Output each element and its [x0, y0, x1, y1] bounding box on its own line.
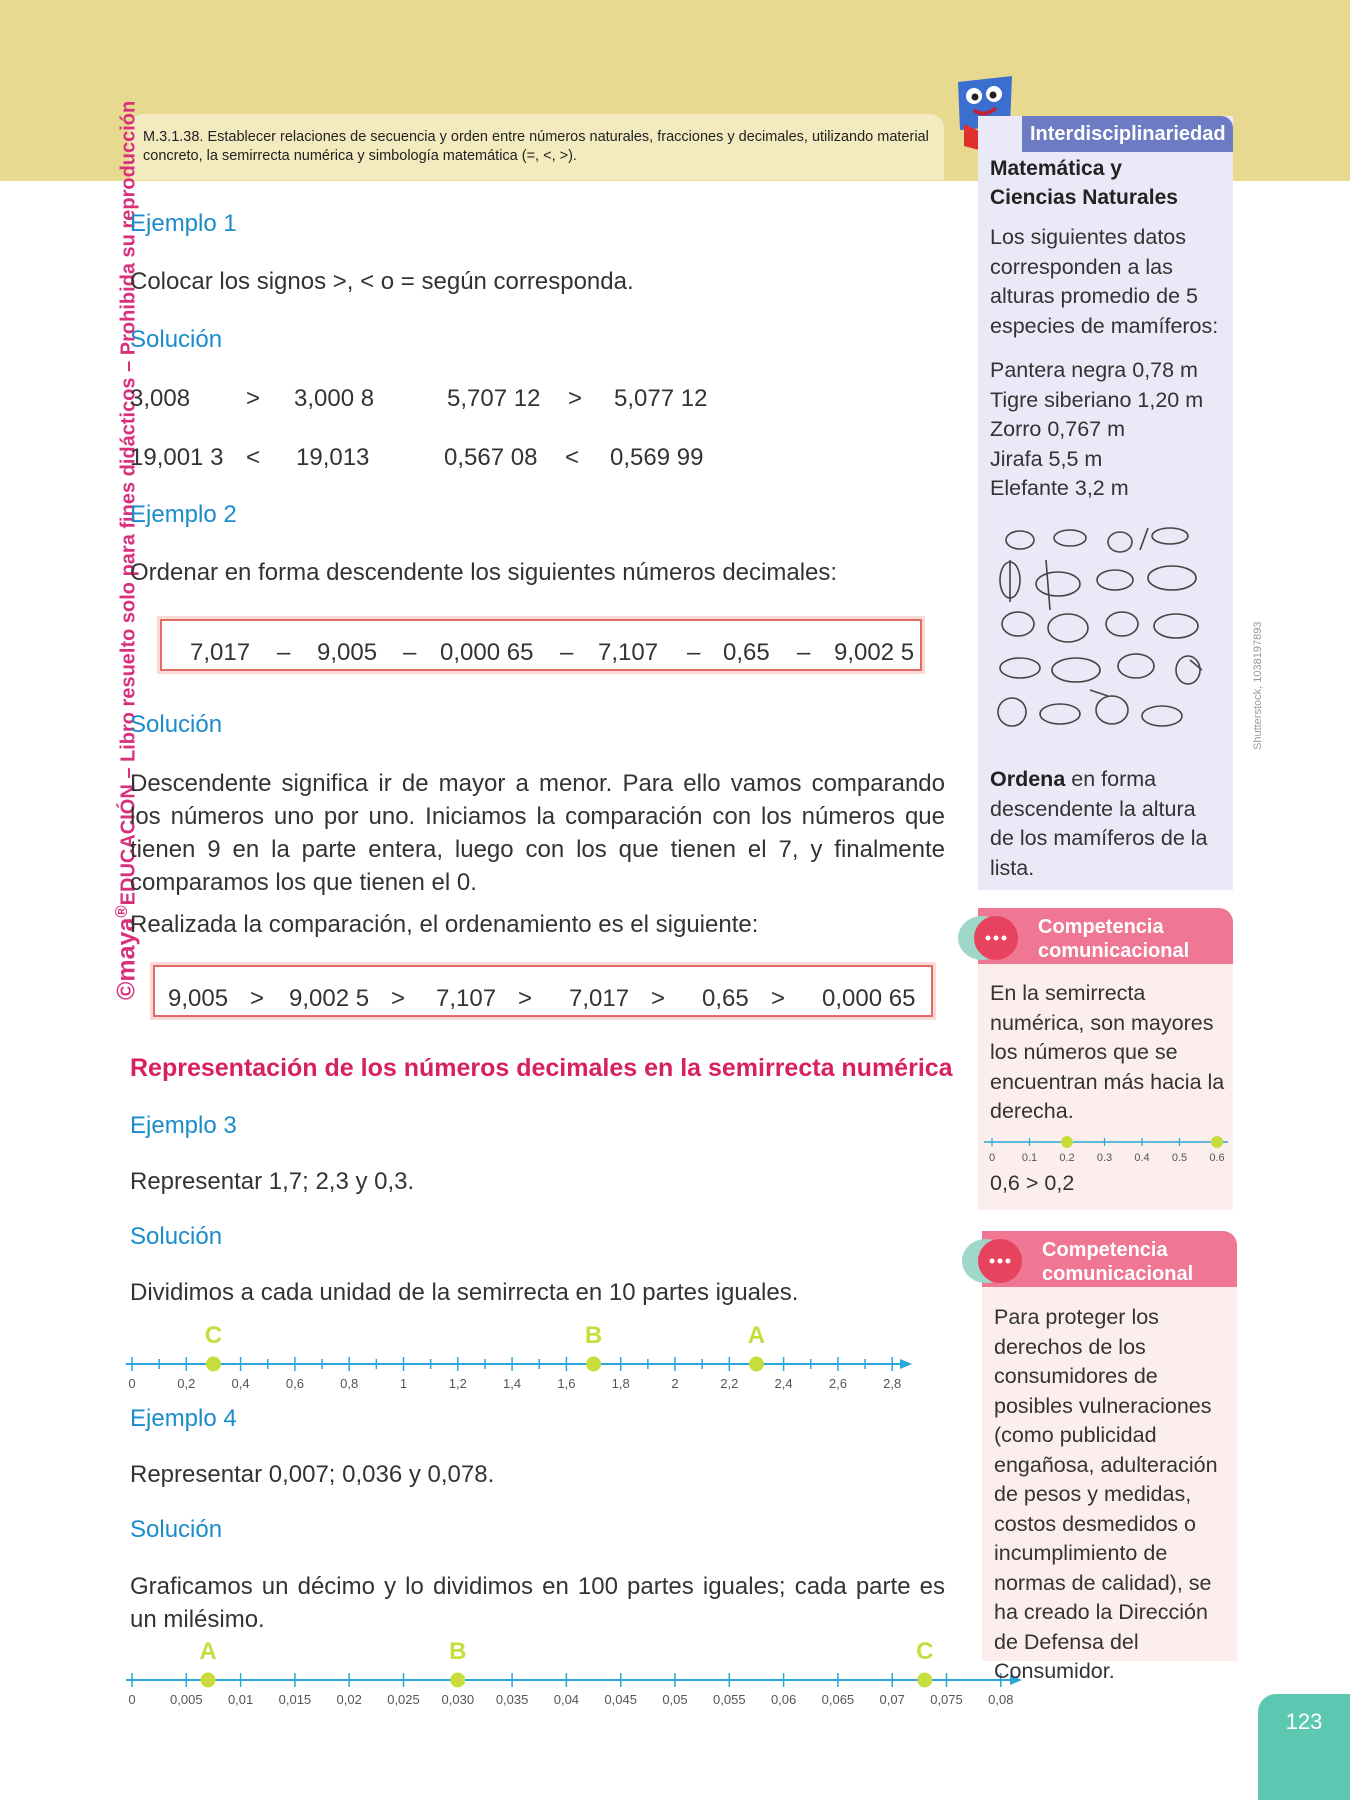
box-dash: – — [277, 639, 291, 666]
tick-label: 0 — [128, 1692, 136, 1707]
box-number: 7,107 — [598, 639, 659, 666]
competence-text: Para proteger los derechos de los consumidores de posibles vulneraciones (como publicidad engañosa, adulteración de pesos y medidas, costos desmedidos o incumplimiento de normas de calidad), se ha creado la Dirección de Defensa del Consumidor. — [994, 1305, 1218, 1683]
point-label: B — [449, 1638, 467, 1665]
image-credit: Shutterstock, 1038197893 — [1252, 621, 1264, 750]
number-line-1 — [120, 1316, 920, 1396]
animals-illustration — [990, 520, 1212, 740]
box-number: 7,017 — [190, 639, 251, 666]
tick-label: 2,6 — [828, 1376, 847, 1391]
cmp-sign: > — [246, 385, 261, 412]
box-number: 9,002 5 — [289, 985, 370, 1012]
comparison-result: 0,6 > 0,2 — [990, 1171, 1075, 1195]
tick-label: 0,065 — [821, 1692, 855, 1707]
cmp-cell: 19,013 — [296, 444, 370, 471]
tick-label: 0.5 — [1171, 1152, 1188, 1164]
example-4-statement: Representar 0,007; 0,036 y 0,078. — [130, 1461, 495, 1488]
tick-label: 0,005 — [170, 1692, 203, 1707]
cmp-cell: 5,707 12 — [447, 385, 541, 412]
page-number: 123 — [1258, 1694, 1350, 1800]
competence-title: Competencia comunicacional — [978, 908, 1233, 964]
mini-number-line — [982, 1132, 1232, 1170]
example-1-statement: Colocar los signos >, < o = según corresponda. — [130, 268, 634, 295]
point-label: C — [916, 1638, 934, 1665]
cmp-sign: < — [246, 444, 261, 471]
tick-label: 2,8 — [883, 1376, 902, 1391]
cmp-sign: < — [565, 444, 580, 471]
panel-task: Ordena en forma descendente la altura de los mamíferos de la lista. — [990, 767, 1208, 880]
list-item: Pantera negra 0,78 m — [990, 358, 1198, 382]
cmp-cell: 3,008 — [130, 385, 191, 412]
competence-text: En la semirrecta numérica, son mayores los números que se encuentran más hacia la derecha. — [990, 981, 1225, 1123]
tick-label: 0,01 — [227, 1692, 254, 1707]
ordered-box — [153, 965, 933, 1017]
tick-label: 1,8 — [611, 1376, 630, 1391]
tick-label: 0,030 — [441, 1692, 475, 1707]
panel-intro: Los siguientes datos corresponden a las alturas promedio de 5 especies de mamíferos: — [990, 225, 1219, 338]
tick-label: 2,4 — [774, 1376, 793, 1391]
example-1-solution: Solución — [130, 326, 223, 353]
tick-label: 0 — [128, 1376, 136, 1391]
tick-label: 2,2 — [720, 1376, 739, 1391]
interdisciplinary-tab: Interdisciplinariedad — [1022, 116, 1233, 152]
list-item: Elefante 3,2 m — [990, 476, 1129, 500]
tick-label: 1 — [399, 1376, 408, 1391]
tick-label: 0,08 — [988, 1692, 1014, 1707]
box-number: 9,005 — [168, 985, 229, 1012]
box-number: 7,017 — [569, 985, 630, 1012]
box-sign: > — [771, 985, 786, 1012]
list-item: Zorro 0,767 m — [990, 417, 1126, 441]
copyright-vertical: ©maya®EDUCACIÓN – Libro resuelto solo para fines didácticos – Prohibida su reproducción — [112, 100, 141, 1000]
tick-label: 0,04 — [553, 1692, 580, 1707]
axis-arrow — [900, 1359, 912, 1369]
point-marker — [1061, 1136, 1073, 1148]
tick-label: 0,4 — [231, 1376, 250, 1391]
numbers-box — [160, 619, 922, 671]
tick-label: 0.6 — [1209, 1152, 1225, 1164]
example-2-result-intro: Realizada la comparación, el ordenamiento es el siguiente: — [130, 911, 759, 938]
tick-label: 0.1 — [1021, 1152, 1038, 1164]
tick-label: 0,2 — [177, 1376, 196, 1391]
example-3-explanation: Dividimos a cada unidad de la semirrecta en 10 partes iguales. — [130, 1279, 799, 1306]
competence-panel-2 — [982, 1231, 1237, 1683]
example-2-title: Ejemplo 2 — [130, 501, 237, 528]
box-number: 7,107 — [436, 985, 497, 1012]
tick-label: 0.2 — [1059, 1152, 1075, 1164]
box-sign: > — [391, 985, 406, 1012]
point-label: A — [747, 1322, 766, 1349]
box-dash: – — [687, 639, 701, 666]
tick-label: 0 — [988, 1152, 996, 1164]
section-title: Representación de los números decimales en la semirrecta numérica — [130, 1054, 953, 1082]
tick-label: 0,045 — [604, 1692, 637, 1707]
point-marker — [586, 1357, 601, 1372]
chat-bubble-icon — [956, 912, 1024, 968]
box-dash: – — [797, 639, 811, 666]
cmp-sign: > — [568, 385, 583, 412]
number-line-2 — [120, 1634, 1030, 1714]
point-label: B — [584, 1322, 603, 1349]
box-number: 0,65 — [723, 639, 770, 666]
animal-list — [990, 356, 1203, 504]
curriculum-standard: M.3.1.38. Establecer relaciones de secuencia y orden entre números naturales, fracciones y decimales, utilizando material concreto, la semirrecta numérica y simbología matemática (=, <, >). — [129, 114, 944, 180]
point-marker — [206, 1357, 221, 1372]
interdisciplinary-panel — [978, 116, 1233, 890]
point-marker — [749, 1357, 764, 1372]
box-number: 0,65 — [702, 985, 749, 1012]
point-label: C — [204, 1322, 223, 1349]
example-3-statement: Representar 1,7; 2,3 y 0,3. — [130, 1168, 415, 1195]
point-marker — [450, 1673, 465, 1688]
chat-bubble-icon — [960, 1235, 1028, 1291]
tick-label: 0,075 — [930, 1692, 963, 1707]
tick-label: 0,8 — [340, 1376, 359, 1391]
tick-label: 0,015 — [278, 1692, 312, 1707]
cmp-cell: 5,077 12 — [614, 385, 708, 412]
cmp-cell: 0,569 99 — [610, 444, 704, 471]
competence-title: Competencia comunicacional — [982, 1231, 1237, 1287]
box-sign: > — [250, 985, 265, 1012]
example-3-solution: Solución — [130, 1223, 223, 1250]
competence-panel-1 — [978, 908, 1233, 1210]
example-1-title: Ejemplo 1 — [130, 210, 237, 237]
tick-label: 0,02 — [336, 1692, 362, 1707]
tick-label: 1,4 — [503, 1376, 522, 1391]
list-item: Jirafa 5,5 m — [990, 446, 1103, 471]
example-2-statement: Ordenar en forma descendente los siguientes números decimales: — [130, 559, 838, 586]
point-label: A — [199, 1638, 217, 1665]
example-2-explanation: Descendente significa ir de mayor a menor. Para ello vamos comparando los números uno por uno. Iniciamos la comparación con los números que tienen 9 en la parte entera, luego con los que tienen el 7, y finalmente comparamos los que tienen el 0. — [130, 770, 945, 896]
list-item: Tigre siberiano 1,20 m — [990, 387, 1204, 412]
box-sign: > — [651, 985, 666, 1012]
point-marker — [201, 1673, 216, 1688]
tick-label: 2 — [671, 1376, 679, 1391]
box-dash: – — [403, 639, 417, 666]
tick-label: 0,06 — [770, 1692, 797, 1707]
cmp-cell: 19,001 3 — [130, 444, 224, 471]
tick-label: 0,025 — [387, 1692, 420, 1707]
box-number: 9,002 5 — [834, 639, 915, 666]
tick-label: 0,055 — [713, 1692, 746, 1707]
point-marker — [917, 1673, 932, 1688]
example-2-solution: Solución — [130, 711, 223, 738]
tick-label: 0,6 — [285, 1376, 304, 1391]
box-number: 0,000 65 — [822, 985, 916, 1012]
panel-title: Matemática y Ciencias Naturales — [990, 157, 1178, 209]
box-dash: – — [560, 639, 574, 666]
example-4-solution: Solución — [130, 1516, 223, 1543]
example-4-explanation: Graficamos un décimo y lo dividimos en 100 partes iguales; cada parte es un milésimo. — [130, 1573, 945, 1633]
tick-label: 0.4 — [1134, 1152, 1150, 1164]
tick-label: 0.3 — [1096, 1152, 1113, 1164]
tick-label: 1,6 — [557, 1376, 576, 1391]
cmp-cell: 3,000 8 — [294, 385, 375, 412]
cmp-cell: 0,567 08 — [444, 444, 538, 471]
tick-label: 0,035 — [495, 1692, 529, 1707]
tick-label: 0,07 — [879, 1692, 905, 1707]
box-sign: > — [518, 985, 533, 1012]
example-3-title: Ejemplo 3 — [130, 1112, 237, 1139]
tick-label: 1,2 — [448, 1376, 467, 1391]
tick-label: 0,05 — [662, 1692, 688, 1707]
maya-logo: ©maya — [112, 917, 141, 1000]
point-marker — [1211, 1136, 1223, 1148]
example-4-title: Ejemplo 4 — [130, 1405, 237, 1432]
box-number: 9,005 — [317, 639, 378, 666]
box-number: 0,000 65 — [440, 639, 534, 666]
